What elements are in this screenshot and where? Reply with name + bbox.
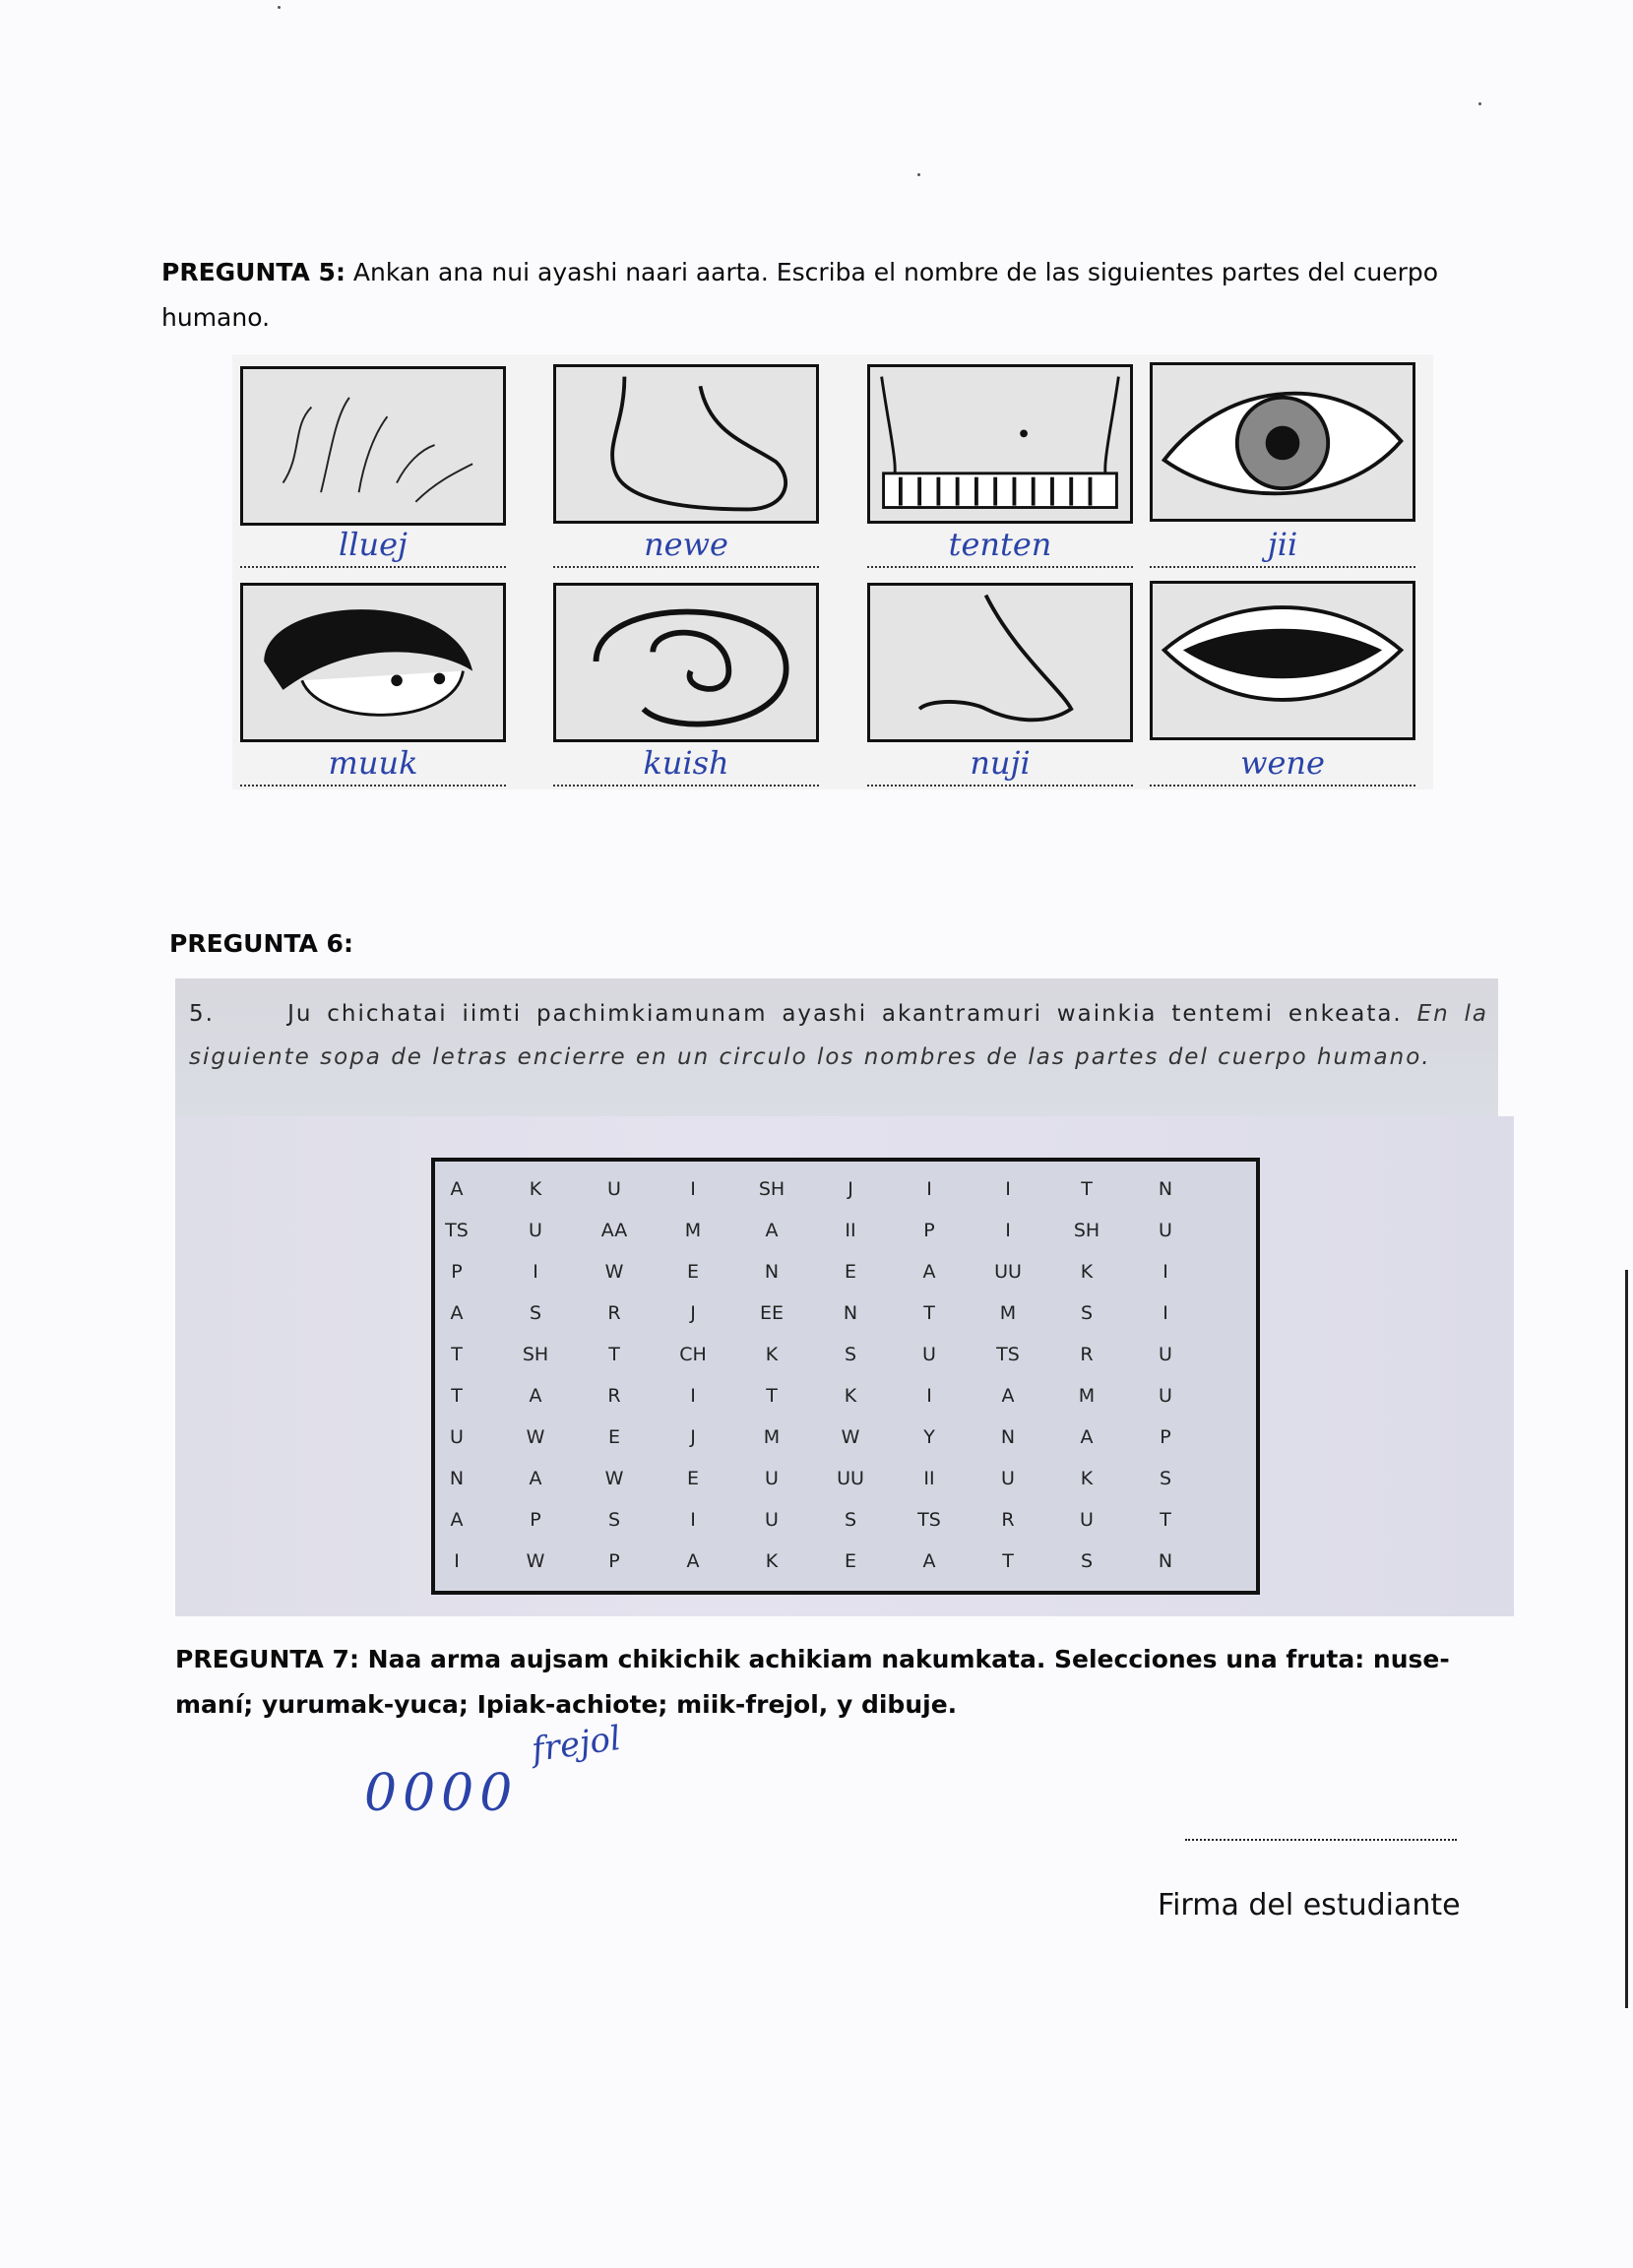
word-search-letter[interactable]: K [765, 1550, 779, 1572]
pregunta-7-text: Naa arma aujsam chikichik achikiam nakumkata. Selecciones una fruta: nuse-maní; yurumak-yuca; Ipiak-achiote; miik-frejol, y dibuje. [175, 1645, 1450, 1719]
word-search-letter[interactable]: W [526, 1550, 545, 1572]
word-search-letter[interactable]: U [1080, 1509, 1094, 1531]
word-search-letter[interactable]: A [529, 1468, 542, 1489]
word-search-letter[interactable]: U [1159, 1344, 1172, 1365]
word-search-row [435, 1293, 1256, 1334]
word-search-row [435, 1211, 1256, 1251]
word-search-letter[interactable]: E [686, 1261, 699, 1283]
speck [278, 6, 281, 9]
word-search-letter[interactable]: N [1158, 1178, 1173, 1200]
word-search-letter[interactable]: I [454, 1550, 460, 1572]
answer-hand[interactable]: lluej [240, 527, 506, 568]
word-search-letter[interactable]: I [690, 1385, 696, 1407]
word-search-letter[interactable]: W [526, 1426, 545, 1448]
speck [1478, 102, 1481, 105]
word-search-letter[interactable]: A [450, 1509, 464, 1531]
word-search-letter[interactable]: SH [758, 1178, 785, 1200]
word-search-letter[interactable]: T [608, 1344, 620, 1365]
word-search-letter[interactable]: A [686, 1550, 700, 1572]
word-search-letter[interactable]: A [450, 1178, 464, 1200]
word-search-letter[interactable]: T [766, 1385, 778, 1407]
body-parts-grid [232, 354, 1433, 789]
word-search-letter[interactable]: K [844, 1385, 857, 1407]
word-search-grid[interactable] [431, 1158, 1260, 1595]
word-search-letter[interactable]: U [529, 1220, 542, 1241]
word-search-letter[interactable]: T [923, 1302, 935, 1324]
word-search-letter[interactable]: K [765, 1344, 779, 1365]
drawing-label: frejol [529, 1718, 624, 1771]
word-search-letter[interactable]: U [1001, 1468, 1015, 1489]
word-search-letter[interactable]: R [607, 1385, 621, 1407]
word-search-letter[interactable]: E [844, 1261, 856, 1283]
word-search-letter[interactable]: N [1158, 1550, 1173, 1572]
answer-belly[interactable]: tenten [867, 527, 1133, 568]
word-search-letter[interactable]: P [530, 1509, 541, 1531]
word-search-letter[interactable]: S [607, 1509, 621, 1531]
word-search-letter[interactable]: CH [679, 1344, 707, 1365]
word-search-letter[interactable]: T [451, 1344, 463, 1365]
word-search-letter[interactable]: M [1078, 1385, 1096, 1407]
word-search-letter[interactable]: A [922, 1550, 936, 1572]
eye-icon [1150, 362, 1415, 522]
pregunta-5-title [161, 250, 1480, 341]
word-search-letter[interactable]: E [686, 1468, 699, 1489]
word-search-letter[interactable]: U [765, 1509, 779, 1531]
pregunta-5-text: Ankan ana nui ayashi naari aarta. Escriba el nombre de las siguientes partes del cuerpo humano. [161, 258, 1439, 332]
word-search-letter[interactable]: M [999, 1302, 1017, 1324]
word-search-letter[interactable]: P [923, 1220, 935, 1241]
word-search-letter[interactable]: M [763, 1426, 781, 1448]
word-search-letter[interactable]: N [449, 1468, 465, 1489]
word-search-letter[interactable]: M [684, 1220, 702, 1241]
hair-head-icon [240, 583, 506, 742]
word-search-letter[interactable]: U [922, 1344, 936, 1365]
word-search-letter[interactable]: P [608, 1550, 620, 1572]
word-search-letter[interactable]: S [844, 1509, 857, 1531]
word-search-letter[interactable]: U [1159, 1385, 1172, 1407]
word-search-letter[interactable]: SH [522, 1344, 549, 1365]
word-search-letter[interactable]: TS [917, 1509, 941, 1531]
word-search-row [435, 1252, 1256, 1292]
word-search-letter[interactable]: I [1005, 1220, 1011, 1241]
word-search-letter[interactable]: U [1159, 1220, 1172, 1241]
word-search-letter[interactable]: I [1005, 1178, 1011, 1200]
word-search-letter[interactable]: U [450, 1426, 464, 1448]
word-search-letter[interactable]: N [1000, 1426, 1016, 1448]
word-search-letter[interactable]: UU [837, 1468, 864, 1489]
word-search-letter[interactable]: U [765, 1468, 779, 1489]
word-search-letter[interactable]: A [450, 1302, 464, 1324]
nose-icon [867, 583, 1133, 742]
word-search-row [435, 1500, 1256, 1541]
instruction-num: 5. [189, 1001, 215, 1027]
word-search-letter[interactable]: S [1080, 1550, 1094, 1572]
page-edge-mark [1625, 1270, 1628, 2008]
word-search-letter[interactable]: S [1159, 1468, 1172, 1489]
word-search-letter[interactable]: I [533, 1261, 538, 1283]
word-search-letter[interactable]: W [841, 1426, 860, 1448]
belly-icon [867, 364, 1133, 524]
word-search-letter[interactable]: I [926, 1385, 932, 1407]
word-search-row [435, 1376, 1256, 1417]
word-search-letter[interactable]: R [607, 1302, 621, 1324]
word-search-letter[interactable]: K [1080, 1261, 1094, 1283]
instruction-text [189, 992, 1488, 1079]
word-search-letter[interactable]: W [604, 1261, 624, 1283]
word-search-letter[interactable]: E [607, 1426, 620, 1448]
word-search-row [435, 1459, 1256, 1499]
word-search-letter[interactable]: Y [923, 1426, 935, 1448]
word-search-letter[interactable]: P [1160, 1426, 1171, 1448]
word-search-letter[interactable]: S [529, 1302, 542, 1324]
answer-ear[interactable]: kuish [553, 745, 819, 787]
word-search-letter[interactable]: E [844, 1550, 856, 1572]
instruction-shuar: Ju chichatai iimti pachimkiamunam ayashi akantramuri wainkia tentemi enkeata. [287, 1001, 1403, 1027]
word-search-letter[interactable]: I [926, 1178, 932, 1200]
hand-icon [240, 366, 506, 526]
answer-hair[interactable]: muuk [240, 745, 506, 787]
word-search-letter[interactable]: AA [600, 1220, 628, 1241]
word-search-letter[interactable]: J [690, 1426, 696, 1448]
word-search-letter[interactable]: A [765, 1220, 779, 1241]
pregunta-6-title [169, 921, 1488, 967]
word-search-letter[interactable]: N [843, 1302, 858, 1324]
word-search-letter[interactable]: P [451, 1261, 463, 1283]
word-search-letter[interactable]: II [923, 1468, 935, 1489]
word-search-letter[interactable]: SH [1073, 1220, 1100, 1241]
word-search-letter[interactable]: K [1080, 1468, 1094, 1489]
ear-icon [553, 583, 819, 742]
answer-foot[interactable]: newe [553, 527, 819, 568]
word-search-letter[interactable]: J [690, 1302, 696, 1324]
word-search-row [435, 1418, 1256, 1458]
word-search-letter[interactable]: A [529, 1385, 542, 1407]
word-search-letter[interactable]: UU [994, 1261, 1022, 1283]
pregunta-7-label: PREGUNTA 7: [175, 1645, 359, 1673]
word-search-letter[interactable]: S [1080, 1302, 1094, 1324]
word-search-letter[interactable]: I [1162, 1302, 1168, 1324]
word-search-letter[interactable]: T [1081, 1178, 1093, 1200]
word-search-letter[interactable]: II [845, 1220, 856, 1241]
word-search-letter[interactable]: A [922, 1261, 936, 1283]
word-search-letter[interactable]: T [451, 1385, 463, 1407]
word-search-row [435, 1335, 1256, 1375]
word-search-letter[interactable]: N [764, 1261, 780, 1283]
word-search-letter[interactable]: EE [759, 1302, 784, 1324]
mouth-icon [1150, 581, 1415, 740]
word-search-letter[interactable]: TS [996, 1344, 1020, 1365]
word-search-row [435, 1169, 1256, 1210]
word-search-letter[interactable]: A [1001, 1385, 1015, 1407]
signature-label: Firma del estudiante [1158, 1888, 1461, 1922]
word-search-letter[interactable]: T [1160, 1509, 1171, 1531]
speck [917, 173, 920, 176]
pregunta-5-label: PREGUNTA 5: [161, 258, 345, 286]
pregunta-7-title [175, 1637, 1494, 1728]
answer-mouth[interactable]: wene [1150, 745, 1415, 787]
pregunta-6-label: PREGUNTA 6: [169, 929, 353, 958]
answer-eye[interactable]: jii [1150, 527, 1415, 568]
word-search-letter[interactable]: I [1162, 1261, 1168, 1283]
word-search-letter[interactable]: R [1001, 1509, 1015, 1531]
word-search-letter[interactable]: T [1002, 1550, 1014, 1572]
word-search-row [435, 1542, 1256, 1582]
word-search-letter[interactable]: S [844, 1344, 857, 1365]
word-search-letter[interactable]: R [1080, 1344, 1094, 1365]
word-search-letter[interactable]: W [604, 1468, 624, 1489]
instruction-es: En la siguiente sopa de letras encierre en un circulo los nombres de las partes del cuerpo humano. [189, 1001, 1488, 1070]
answer-nose[interactable]: nuji [867, 745, 1133, 787]
word-search-letter[interactable]: A [1080, 1426, 1094, 1448]
word-search-letter[interactable]: TS [445, 1220, 469, 1241]
word-search-letter[interactable]: I [690, 1509, 696, 1531]
word-search-letter[interactable]: I [690, 1178, 696, 1200]
bean-drawing: 0000 [364, 1764, 519, 1823]
word-search-letter[interactable]: J [848, 1178, 853, 1200]
signature-line[interactable] [1185, 1839, 1457, 1841]
word-search-letter[interactable]: K [529, 1178, 542, 1200]
word-search-letter[interactable]: U [607, 1178, 621, 1200]
foot-icon [553, 364, 819, 524]
instruction-box [175, 978, 1498, 1116]
